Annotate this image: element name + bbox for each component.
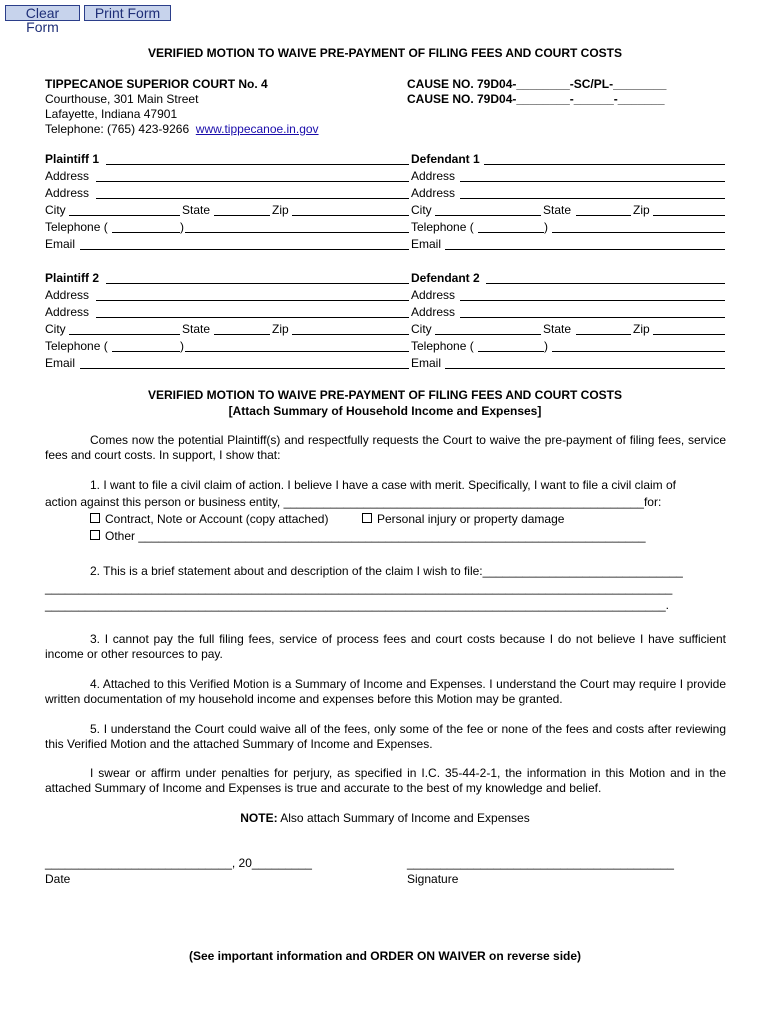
item2-blank-line2[interactable]: _____________________________________________________________________________________________.	[45, 598, 669, 612]
court-telephone-row	[45, 122, 319, 136]
oath-text: I swear or affirm under penalties for perjury, as specified in I.C. 35-44-2-1, the information in this Motion and in the attached Summary of Income and Expenses is true and accurate to the best of my knowledge and belief.	[45, 766, 726, 795]
plaintiff1-address1-field[interactable]	[96, 181, 409, 182]
plaintiff2-telephone-label: Telephone (	[45, 339, 108, 353]
court-name: TIPPECANOE SUPERIOR COURT No. 4	[45, 77, 268, 91]
date-label: Date	[45, 872, 71, 886]
plaintiff2-area-code-field[interactable]	[112, 351, 180, 352]
defendant2-zip-label: Zip	[633, 322, 650, 336]
item3-paragraph	[45, 632, 726, 662]
signature-label: Signature	[407, 872, 459, 886]
option-injury-label: Personal injury or property damage	[377, 512, 565, 526]
plaintiff1-zip-field[interactable]	[292, 215, 409, 216]
defendant2-address1-field[interactable]	[460, 300, 725, 301]
item4-text: 4. Attached to this Verified Motion is a Summary of Income and Expenses. I understand the Court may require I provide written documentation of my household income and expenses before this Motion may be granted.	[45, 677, 726, 706]
court-telephone: Telephone: (765) 423-9266	[45, 122, 190, 136]
defendant2-paren: )	[544, 339, 548, 353]
plaintiff1-paren: )	[180, 220, 184, 234]
plaintiff1-state-field[interactable]	[214, 215, 270, 216]
defendant2-telephone-label: Telephone (	[411, 339, 474, 353]
defendant1-zip-field[interactable]	[653, 215, 725, 216]
checkbox-icon[interactable]	[90, 513, 100, 523]
option-other[interactable]	[90, 529, 646, 543]
defendant1-address1-field[interactable]	[460, 181, 725, 182]
checkbox-icon[interactable]	[362, 513, 372, 523]
defendant1-state-field[interactable]	[576, 215, 631, 216]
defendant2-address2-label: Address	[411, 305, 456, 319]
defendant2-state-label: State	[543, 322, 572, 336]
plaintiff2-paren: )	[180, 339, 184, 353]
defendant2-telephone-field[interactable]	[552, 351, 725, 352]
plaintiff2-label: Plaintiff 2	[45, 271, 100, 285]
defendant1-city-label: City	[411, 203, 432, 217]
defendant1-email-label: Email	[411, 237, 442, 251]
plaintiff2-address2-field[interactable]	[96, 317, 409, 318]
plaintiff1-label: Plaintiff 1	[45, 152, 100, 166]
signature-line[interactable]: ________________________________________	[407, 856, 674, 870]
defendant1-address2-label: Address	[411, 186, 456, 200]
plaintiff1-address2-label: Address	[45, 186, 90, 200]
plaintiff2-address1-field[interactable]	[96, 300, 409, 301]
item2-text: 2. This is a brief statement about and description of the claim I wish to file:______________________________	[90, 564, 683, 578]
plaintiff2-telephone-field[interactable]	[185, 351, 409, 352]
defendant1-label: Defendant 1	[411, 152, 480, 166]
plaintiff2-state-label: State	[182, 322, 211, 336]
item3-text: 3. I cannot pay the full filing fees, service of process fees and court costs because I do not believe I have sufficient income or other resources to pay.	[45, 632, 726, 661]
plaintiff2-email-field[interactable]	[80, 368, 409, 369]
plaintiff1-city-field[interactable]	[69, 215, 180, 216]
defendant1-telephone-field[interactable]	[552, 232, 725, 233]
cause-number-2: CAUSE NO. 79D04-________-______-_______	[407, 92, 665, 106]
defendant2-email-label: Email	[411, 356, 442, 370]
plaintiff2-email-label: Email	[45, 356, 76, 370]
defendant2-name-field[interactable]	[486, 283, 725, 284]
plaintiff2-address-label: Address	[45, 288, 90, 302]
defendant1-area-code-field[interactable]	[478, 232, 544, 233]
section-subtitle: [Attach Summary of Household Income and Expenses]	[228, 404, 542, 418]
plaintiff2-zip-label: Zip	[272, 322, 289, 336]
defendant1-state-label: State	[543, 203, 572, 217]
defendant1-paren: )	[544, 220, 548, 234]
court-website-link[interactable]: www.tippecanoe.in.gov	[195, 122, 319, 136]
plaintiff2-address2-label: Address	[45, 305, 90, 319]
plaintiff1-city-label: City	[45, 203, 66, 217]
defendant2-label: Defendant 2	[411, 271, 480, 285]
defendant1-zip-label: Zip	[633, 203, 650, 217]
defendant2-city-label: City	[411, 322, 432, 336]
note-row	[0, 811, 770, 825]
defendant2-state-field[interactable]	[576, 334, 631, 335]
item2-blank-line1[interactable]: ______________________________________________________________________________________________	[45, 581, 673, 595]
oath-paragraph	[45, 766, 726, 796]
defendant2-address-label: Address	[411, 288, 456, 302]
defendant1-address-label: Address	[411, 169, 456, 183]
plaintiff1-email-label: Email	[45, 237, 76, 251]
defendant1-city-field[interactable]	[435, 215, 541, 216]
plaintiff1-state-label: State	[182, 203, 211, 217]
footer-note: (See important information and ORDER ON WAIVER on reverse side)	[188, 949, 582, 963]
intro-text: Comes now the potential Plaintiff(s) and respectfully requests the Court to waive the pre-payment of filing fees, service fees and court costs. In support, I show that:	[45, 433, 726, 462]
defendant2-city-field[interactable]	[435, 334, 541, 335]
date-line[interactable]: ____________________________, 20_________	[45, 856, 312, 870]
defendant2-zip-field[interactable]	[653, 334, 725, 335]
defendant2-area-code-field[interactable]	[478, 351, 544, 352]
court-address1: Courthouse, 301 Main Street	[45, 92, 199, 106]
defendant1-name-field[interactable]	[484, 164, 725, 165]
plaintiff1-email-field[interactable]	[80, 249, 409, 250]
plaintiff1-name-field[interactable]	[106, 164, 409, 165]
defendant1-address2-field[interactable]	[460, 198, 725, 199]
plaintiff1-address2-field[interactable]	[96, 198, 409, 199]
option-other-label: Other ____________________________________________________________________________	[105, 529, 646, 543]
print-form-button[interactable]: Print Form	[84, 5, 171, 21]
option-contract[interactable]	[90, 512, 328, 526]
section-title: VERIFIED MOTION TO WAIVE PRE-PAYMENT OF FILING FEES AND COURT COSTS	[147, 388, 623, 402]
plaintiff2-name-field[interactable]	[106, 283, 409, 284]
plaintiff1-telephone-label: Telephone (	[45, 220, 108, 234]
plaintiff2-zip-field[interactable]	[292, 334, 409, 335]
note-label: NOTE:	[240, 811, 278, 825]
court-address2: Lafayette, Indiana 47901	[45, 107, 178, 121]
defendant2-address2-field[interactable]	[460, 317, 725, 318]
plaintiff1-address-label: Address	[45, 169, 90, 183]
plaintiff2-city-field[interactable]	[69, 334, 180, 335]
plaintiff2-state-field[interactable]	[214, 334, 270, 335]
defendant1-telephone-label: Telephone (	[411, 220, 474, 234]
intro-paragraph	[45, 433, 726, 463]
item4-paragraph	[45, 677, 726, 707]
note-text: Also attach Summary of Income and Expenses	[280, 811, 530, 825]
option-injury[interactable]	[362, 512, 564, 526]
plaintiff1-zip-label: Zip	[272, 203, 289, 217]
item5-paragraph	[45, 722, 726, 752]
item1-line1: 1. I want to file a civil claim of action. I believe I have a case with merit. Specifically, I want to file a civil claim of	[90, 478, 677, 492]
clear-form-button[interactable]: Clear Form	[5, 5, 80, 21]
plaintiff2-city-label: City	[45, 322, 66, 336]
form-title: VERIFIED MOTION TO WAIVE PRE-PAYMENT OF FILING FEES AND COURT COSTS	[147, 46, 623, 60]
defendant2-email-field[interactable]	[445, 368, 725, 369]
plaintiff1-area-code-field[interactable]	[112, 232, 180, 233]
plaintiff1-telephone-field[interactable]	[185, 232, 409, 233]
checkbox-icon[interactable]	[90, 530, 100, 540]
item1-line2: action against this person or business entity, ______________________________________________________for:	[45, 495, 662, 509]
option-contract-label: Contract, Note or Account (copy attached)	[105, 512, 329, 526]
defendant1-email-field[interactable]	[445, 249, 725, 250]
item5-text: 5. I understand the Court could waive all of the fees, only some of the fee or none of the fees and costs after reviewing this Verified Motion and the attached Summary of Income and Expenses.	[45, 722, 726, 751]
cause-number-1: CAUSE NO. 79D04-________-SC/PL-________	[407, 77, 667, 91]
